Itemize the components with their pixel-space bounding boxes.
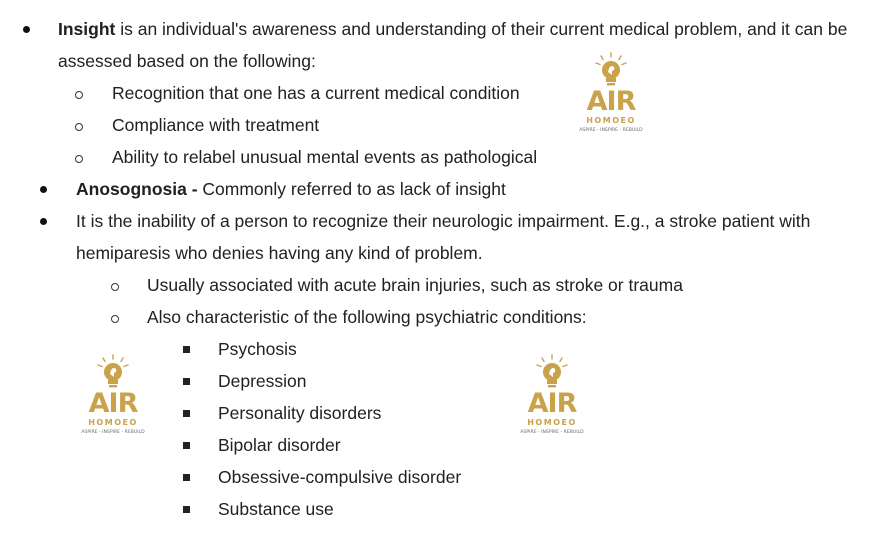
inability-sub-item-1: Usually associated with acute brain injuries, such as stroke or trauma — [147, 275, 683, 295]
watermark-logo-right — [512, 354, 592, 446]
anosognosia-definition: Commonly referred to as lack of insight — [197, 179, 506, 199]
condition-item: Substance use — [218, 499, 334, 519]
watermark-logo-top — [571, 52, 651, 144]
insight-definition: is an individual's awareness and understanding of their current medical problem, and it can be — [115, 19, 848, 39]
square-bullet-3 — [183, 410, 190, 417]
inability-line-2: hemiparesis who denies having any kind of problem. — [76, 243, 483, 263]
sub-bullet-5 — [111, 315, 119, 323]
insight-term: Insight — [58, 19, 116, 39]
square-bullet-5 — [183, 474, 190, 481]
insight-sub-item-1: Recognition that one has a current medical condition — [112, 83, 520, 103]
lightbulb-fist-icon — [534, 354, 570, 390]
lightbulb-fist-icon — [95, 354, 131, 390]
square-bullet-4 — [183, 442, 190, 449]
condition-item: Depression — [218, 371, 307, 391]
logo-subbrand: HOMOEO — [586, 116, 636, 125]
bullet-anosognosia — [40, 186, 47, 193]
anosognosia-line — [76, 173, 506, 205]
square-bullet-2 — [183, 378, 190, 385]
sub-bullet-1 — [75, 91, 83, 99]
bullet-insight — [23, 26, 30, 33]
logo-subbrand: HOMOEO — [88, 418, 138, 427]
logo-brand: AIR — [527, 388, 577, 419]
watermark-logo-left — [73, 354, 153, 446]
square-bullet-6 — [183, 506, 190, 513]
anosognosia-term: Anosognosia - — [76, 179, 198, 199]
insight-sub-item-3: Ability to relabel unusual mental events as pathological — [112, 147, 538, 167]
logo-tagline: ASPIRE - INSPIRE - REBUILD — [520, 430, 584, 435]
insight-line-1 — [58, 13, 847, 45]
logo-tagline: ASPIRE - INSPIRE - REBUILD — [579, 128, 643, 133]
inability-line-1: It is the inability of a person to recognize their neurologic impairment. E.g., a stroke patient with — [76, 211, 811, 231]
bullet-inability — [40, 218, 47, 225]
lightbulb-fist-icon — [593, 52, 629, 88]
condition-item: Personality disorders — [218, 403, 382, 423]
logo-subbrand: HOMOEO — [527, 418, 577, 427]
sub-bullet-4 — [111, 283, 119, 291]
logo-brand: AIR — [88, 388, 138, 419]
condition-item: Psychosis — [218, 339, 297, 359]
condition-item: Obsessive-compulsive disorder — [218, 467, 462, 487]
inability-sub-item-2: Also characteristic of the following psychiatric conditions: — [147, 307, 587, 327]
insight-line-2: assessed based on the following: — [58, 51, 316, 71]
logo-brand: AIR — [586, 86, 636, 117]
square-bullet-1 — [183, 346, 190, 353]
insight-sub-item-2: Compliance with treatment — [112, 115, 320, 135]
logo-tagline: ASPIRE - INSPIRE - REBUILD — [81, 430, 145, 435]
sub-bullet-2 — [75, 123, 83, 131]
sub-bullet-3 — [75, 155, 83, 163]
condition-item: Bipolar disorder — [218, 435, 341, 455]
